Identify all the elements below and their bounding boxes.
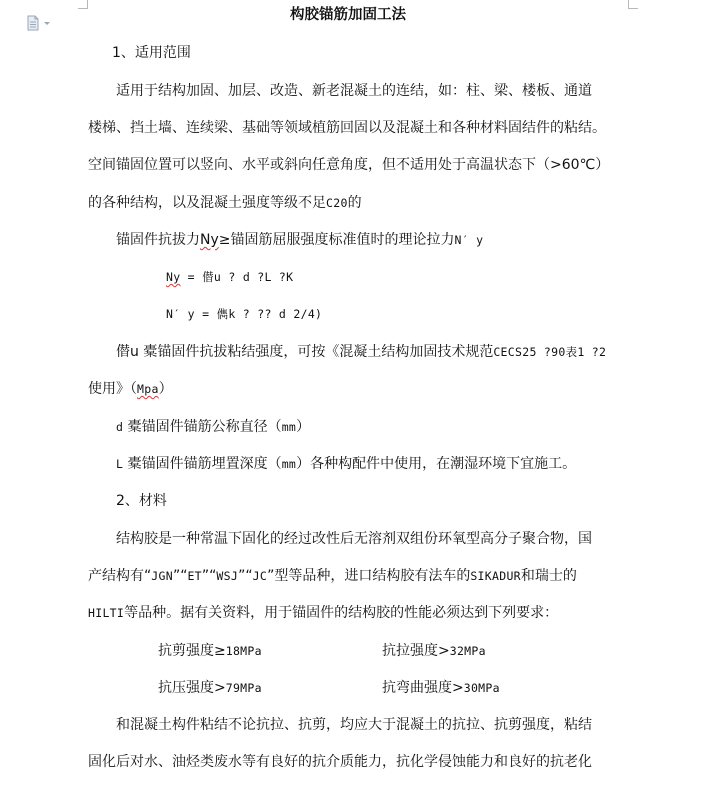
spec-tensile-strength [382, 642, 486, 660]
formula-rest: = 僣u ? d ?L ?K [180, 270, 294, 284]
symbol-ny: Ny [200, 232, 219, 248]
spec-value: 79MPa [225, 681, 262, 695]
paragraph-embed-depth [116, 455, 576, 473]
text-run: ）各种构配件中使用，在潮湿环境下宜施工。 [296, 456, 577, 472]
paragraph-materials-line-2 [88, 567, 577, 585]
document-title: 构胶锚筋加固工法 [290, 7, 406, 23]
paragraph-materials-line-3 [88, 604, 558, 622]
text-run: 锚固件抗拔力 [116, 232, 200, 248]
text-run: 橐锚固件锚筋埋置深度（ [123, 456, 282, 472]
unit-mm: mm [281, 420, 297, 434]
code-reference: CECS25 ?90表1 ?2 [493, 345, 607, 359]
paragraph-scope-line-4 [88, 194, 362, 212]
text-run: ”“ [201, 568, 217, 584]
text-run: 的各种结构，以及混凝土强度等级不足 [88, 195, 326, 211]
paragraph-materials-line-1: 结构胶是一种常温下固化的经过改性后无溶剂双组份环氧型高分子聚合物，国 [116, 531, 592, 547]
text-run: 橐锚固件抗拔粘结强度，可按《混凝土结构加固技术规范 [138, 344, 494, 360]
text-run: 产结构有“ [88, 568, 152, 584]
text-run: 的 [347, 195, 362, 211]
text-run: 橐锚固件锚筋公称直径（ [123, 419, 282, 435]
text-run: 使用》（ [88, 381, 137, 397]
paragraph-bond-strength-line-1 [116, 343, 606, 361]
text-run: ”“ [238, 568, 253, 584]
paragraph-pullout-force [116, 231, 483, 249]
text-run: 等品种。据有关资料，用于锚固件的结构胶的性能必须达到下列要求： [124, 605, 559, 621]
text-run: ”“ [172, 568, 188, 584]
spec-value: 32MPa [449, 644, 486, 658]
section-heading-materials: 2、材料 [116, 493, 167, 509]
text-run: ） [296, 419, 311, 435]
spec-shear-strength [158, 642, 262, 660]
text-run-grade: C20 [326, 196, 348, 210]
spec-label: 抗剪强度≥ [158, 643, 226, 659]
symbol-d: d [116, 420, 124, 434]
spec-value: 18MPa [225, 644, 262, 658]
spec-flexural-strength [382, 679, 500, 697]
product-wsj: WSJ [216, 569, 239, 583]
paragraph-bond-strength-line-2 [88, 380, 173, 398]
section-heading-scope: 1、适用范围 [112, 45, 191, 61]
paragraph-scope-line-3: 空间锚固位置可以竖向、水平或斜向任意角度，但不适用处于高温状态下（>60℃） [88, 157, 610, 173]
spec-value: 30MPa [463, 681, 500, 695]
symbol-ny: Ny [166, 270, 181, 284]
product-hilti: HILTI [88, 606, 125, 620]
formula-n-prime-y: N′ y = 儁k ? ?? d 2/4) [166, 307, 323, 321]
product-jc: JC [252, 569, 268, 583]
spec-label: 抗拉强度> [382, 643, 450, 659]
paragraph-bonding-line-2: 固化后对水、油烃类废水等有良好的抗介质能力，抗化学侵蚀能力和良好的抗老化 [88, 754, 592, 770]
spec-label: 抗弯曲强度> [382, 680, 464, 696]
spec-compressive-strength [158, 679, 262, 697]
paragraph-diameter [116, 418, 310, 436]
text-run: ） [158, 381, 173, 397]
text-run: 和瑞士的 [520, 568, 577, 584]
symbol-n-prime-y: N′ y [454, 233, 484, 247]
symbol-tu: 僣u [116, 344, 139, 360]
symbol-l: L [116, 457, 124, 471]
product-jgn: JGN [151, 569, 173, 583]
paragraph-scope-line-1: 适用于结构加固、加层、改造、新老混凝土的连结，如：柱、梁、楼板、通道 [116, 83, 592, 99]
formula-ny [166, 268, 293, 286]
spec-label: 抗压强度> [158, 680, 226, 696]
text-run: ≥锚固筋屈服强度标准值时的理论拉力 [218, 232, 455, 248]
paragraph-bonding-line-1: 和混凝土构件粘结不论抗拉、抗剪，均应大于混凝土的抗拉、抗剪强度，粘结 [116, 717, 592, 733]
product-sikadur: SIKADUR [470, 569, 521, 583]
unit-mm: mm [281, 457, 297, 471]
product-et: ET [187, 569, 202, 583]
paragraph-scope-line-2: 楼梯、挡土墙、连续梁、基础等领域植筋回固以及混凝土和各种材料固结件的粘结。 [88, 120, 606, 136]
text-run: ”型等品种，进口结构胶有法车的 [267, 568, 471, 584]
unit-mpa: Mpa [137, 382, 159, 396]
